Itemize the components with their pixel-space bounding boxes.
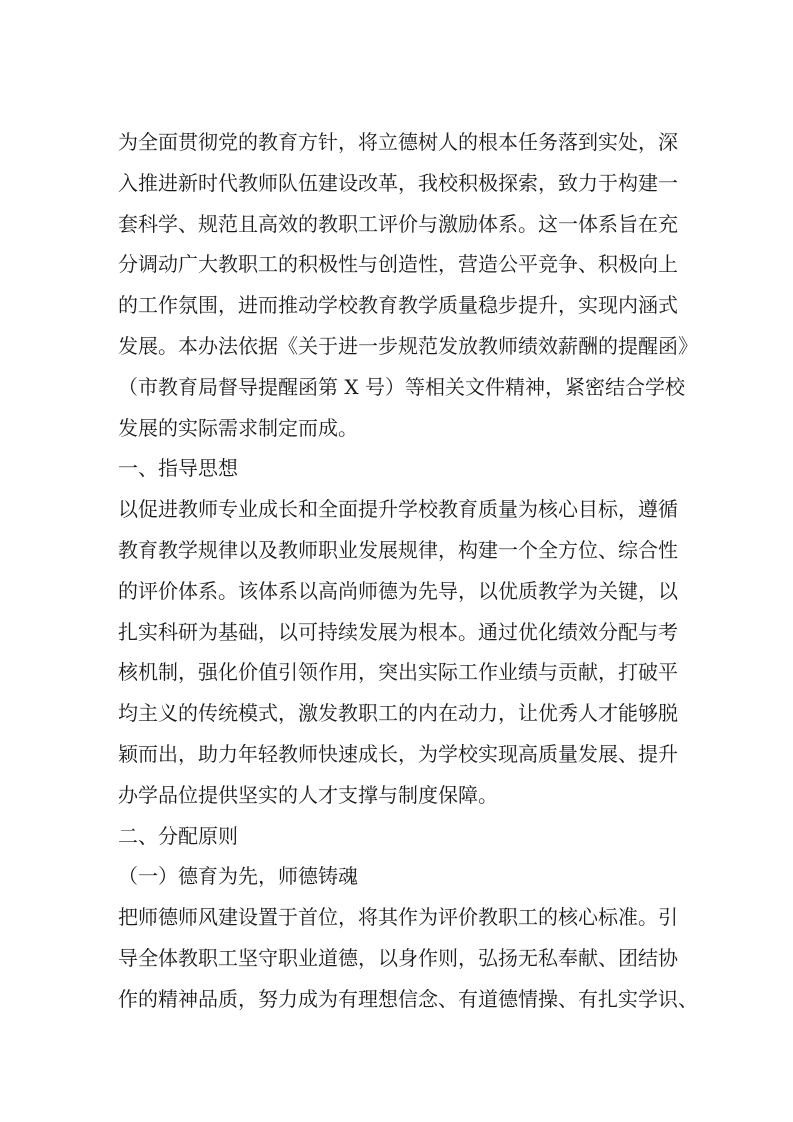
paragraph-line: 入推进新时代教师队伍建设改革，我校积极探索，致力于构建一 [118,170,678,195]
paragraph-line: 套科学、规范且高效的教职工评价与激励体系。这一体系旨在充 [118,211,678,236]
paragraph-line: 颖而出，助力年轻教师快速成长，为学校实现高质量发展、提升 [118,741,678,766]
document-page [118,122,698,1020]
paragraph-line: 核机制，强化价值引领作用，突出实际工作业绩与贡献，打破平 [118,660,678,685]
paragraph-line: （市教育局督导提醒函第 X 号）等相关文件精神，紧密结合学校 [118,374,685,399]
paragraph-line: 办学品位提供坚实的人才支撑与制度保障。 [118,782,498,807]
paragraph-line: 分调动广大教职工的积极性与创造性，营造公平竞争、积极向上 [118,252,678,277]
paragraph-line: 作的精神品质，努力成为有理想信念、有道德情操、有扎实学识、 [118,986,698,1011]
paragraph-line: 扎实科研为基础，以可持续发展为根本。通过优化绩效分配与考 [118,619,678,644]
paragraph-line: 均主义的传统模式，激发教职工的内在动力，让优秀人才能够脱 [118,701,678,726]
paragraph-line: 发展。本办法依据《关于进一步规范发放教师绩效薪酬的提醒函》 [118,333,698,358]
paragraph-line: 以促进教师专业成长和全面提升学校教育质量为核心目标，遵循 [118,497,678,522]
paragraph-line: 教育教学规律以及教师职业发展规律，构建一个全方位、综合性 [118,537,678,562]
paragraph-line: 为全面贯彻党的教育方针，将立德树人的根本任务落到实处，深 [118,130,678,154]
paragraph-line: 的工作氛围，进而推动学校教育教学质量稳步提升，实现内涵式 [118,293,678,318]
section-heading: 二、分配原则 [118,823,238,848]
section-heading: 一、指导思想 [118,456,238,481]
paragraph-line: 导全体教职工坚守职业道德，以身作则，弘扬无私奉献、团结协 [118,945,678,970]
section-heading: （一）德育为先，师德铸魂 [118,864,358,889]
paragraph-line: 发展的实际需求制定而成。 [118,415,358,440]
paragraph-line: 的评价体系。该体系以高尚师德为先导，以优质教学为关键，以 [118,578,678,603]
paragraph-line: 把师德师风建设置于首位，将其作为评价教职工的核心标准。引 [118,905,678,930]
